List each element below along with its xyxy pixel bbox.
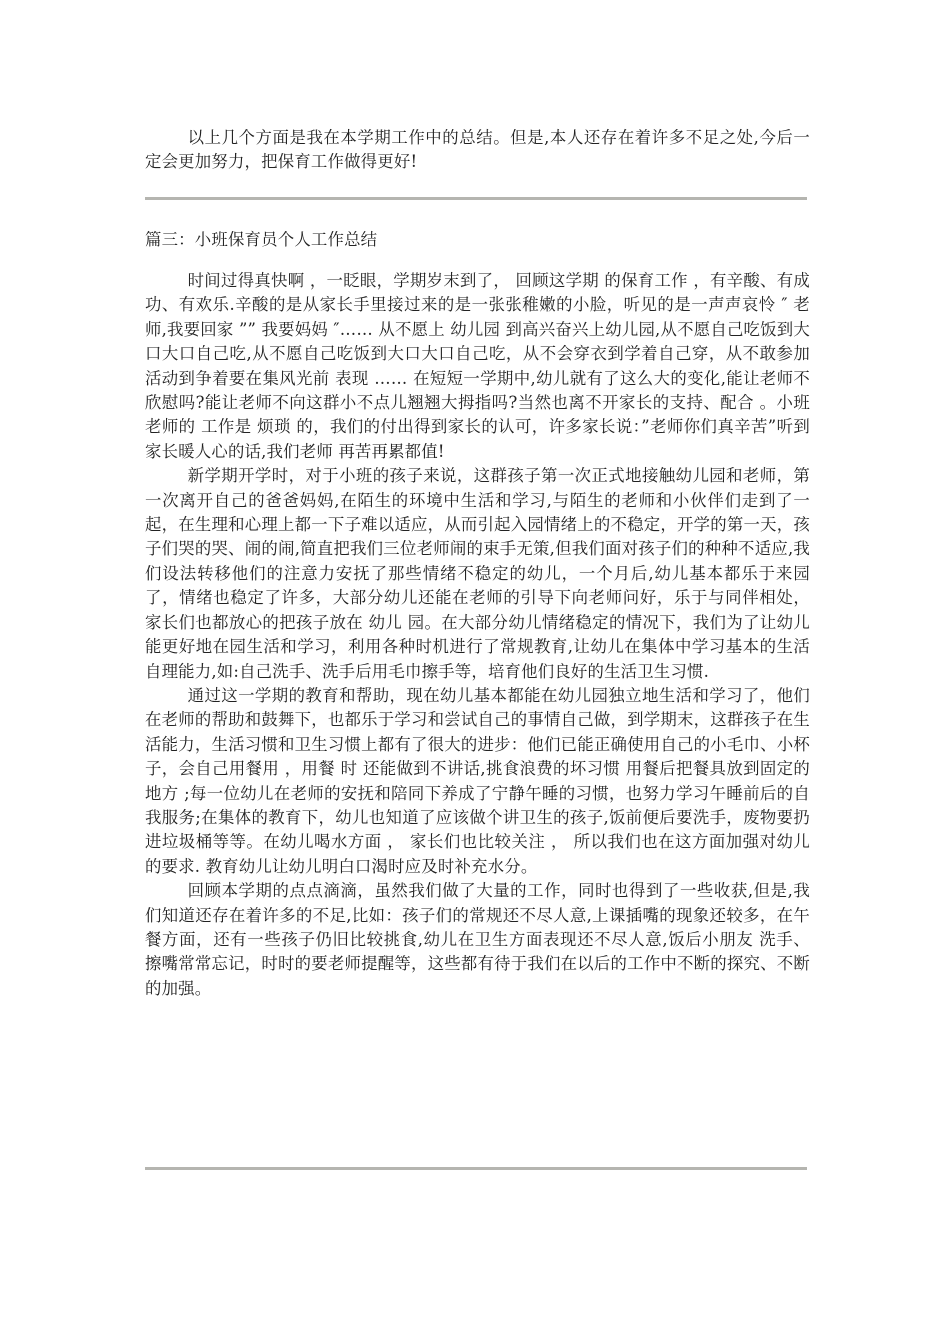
body-paragraph-1: 时间过得真快啊 ，一眨眼，学期岁末到了， 回顾这学期 的保育工作 ，有辛酸、有成功、有欢乐.辛酸的是从家长手里接过来的是一张张稚嫩的小脸，听见的是一声声哀怜 ″ 老师,我要回家 ”” 我要妈妈 ″…… 从不愿上 幼儿园 到高兴奋兴上幼儿园,从不愿自己吃饭到大口大口自己吃,从不愿自己吃饭到大口大口自己吃，从不会穿衣到学着自己穿，从不敢参加活动到争着要在集风光前 表现 …… 在短短一学期中,幼儿就有了这么大的变化,能让老师不欣慰吗?能让老师不向这群小不点儿翘翘大拇指吗?当然也离不开家长的支持、配合 。小班老师的 工作是 烦琐 的，我们的付出得到家长的认可，许多家长说：”老师你们真辛苦”听到家长暖人心的话,我们老师 再苦再累都值!	[145, 271, 810, 461]
section-divider-bottom	[145, 1167, 807, 1170]
section-title: 篇三：小班保育员个人工作总结	[145, 230, 378, 249]
body-paragraph-2: 新学期开学时，对于小班的孩子来说，这群孩子第一次正式地接触幼儿园和老师，第一次离开自己的爸爸妈妈,在陌生的环境中生活和学习,与陌生的老师和小伙伴们走到了一起，在生理和心理上都一下子难以适应，从而引起入园情绪上的不稳定，开学的第一天，孩子们哭的哭、闹的闹,简直把我们三位老师闹的束手无策,但我们面对孩子们的种种不适应,我们设法转移他们的注意力安抚了那些情绪不稳定的幼儿，一个月后,幼儿基本都乐于来园了，情绪也稳定了许多，大部分幼儿还能在老师的引导下向老师问好，乐于与同伴相处， 家长们也都放心的把孩子放在 幼儿 园。在大部分幼儿情绪稳定的情况下，我们为了让幼儿能更好地在园生活和学习，利用各种时机进行了常规教育,让幼儿在集体中学习基本的生活自理能力,如:自己洗手、洗手后用毛巾擦手等，培育他们良好的生活卫生习惯.	[145, 466, 810, 681]
intro-paragraph: 以上几个方面是我在本学期工作中的总结。但是,本人还存在着许多不足之处,今后一定会更加努力，把保育工作做得更好!	[145, 128, 810, 172]
body-paragraph-3: 通过这一学期的教育和帮助，现在幼儿基本都能在幼儿园独立地生活和学习了，他们在老师的帮助和鼓舞下，也都乐于学习和尝试自己的事情自己做，到学期末，这群孩子在生活能力，生活习惯和卫生习惯上都有了很大的进步：他们已能正确使用自己的小毛巾、小杯子，会自己用餐用 ，用餐 时 还能做到不讲话,挑食浪费的坏习惯 用餐后把餐具放到固定的地方 ;每一位幼儿在老师的安抚和陪同下养成了宁静午睡的习惯，也努力学习午睡前后的自我服务;在集体的教育下，幼儿也知道了应该做个讲卫生的孩子,饭前便后要洗手，废物要扔进垃圾桶等等。在幼儿喝水方面 ， 家长们也比较关注 ， 所以我们也在这方面加强对幼儿的要求. 教育幼儿让幼儿明白口渴时应及时补充水分。	[145, 685, 810, 876]
body-paragraph-4: 回顾本学期的点点滴滴，虽然我们做了大量的工作，同时也得到了一些收获,但是,我们知道还存在着许多的不足,比如：孩子们的常规还不尽人意,上课插嘴的现象还较多，在午餐方面，还有一些孩子仍旧比较挑食,幼儿在卫生方面表现还不尽人意,饭后小朋友 洗手、 擦嘴常常忘记，时时的要老师提醒等，这些都有待于我们在以后的工作中不断的探究、不断的加强。	[145, 881, 810, 998]
section-divider-top	[145, 197, 807, 200]
section-body	[145, 269, 810, 1001]
